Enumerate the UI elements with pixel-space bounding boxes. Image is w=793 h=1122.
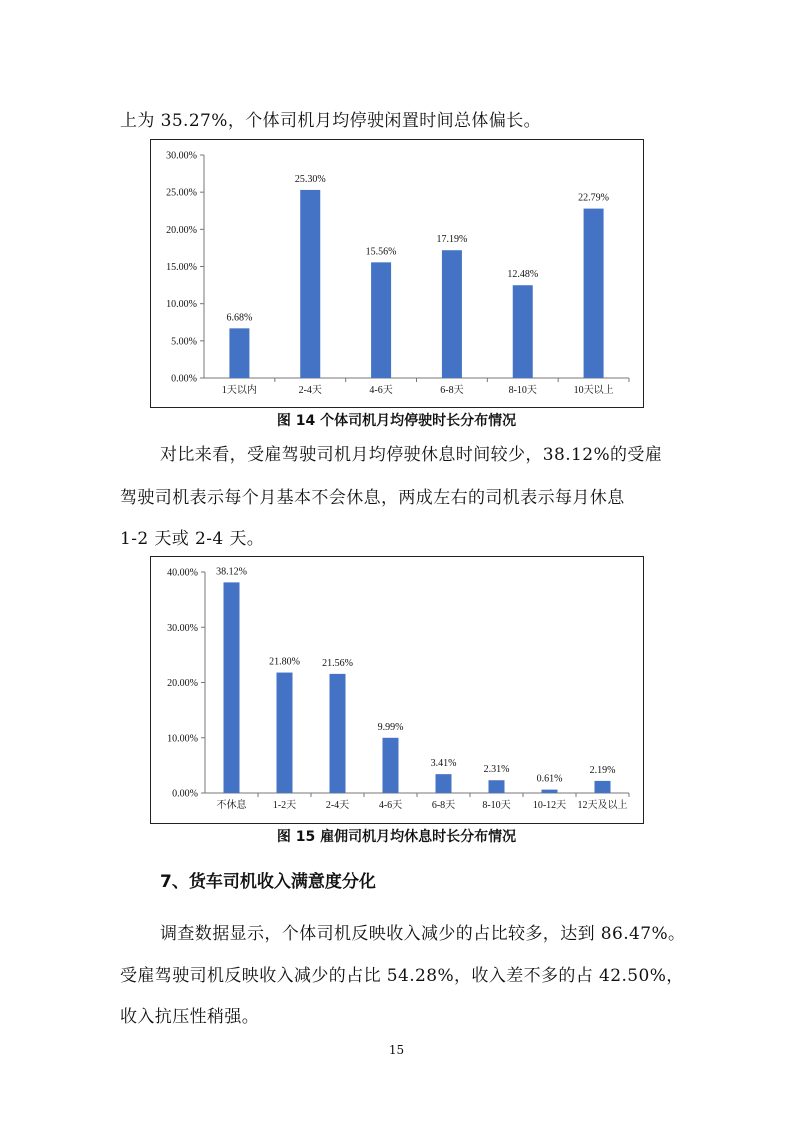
y-tick-label: 5.00% [171, 336, 197, 348]
x-tick-label: 10天以上 [573, 385, 614, 396]
chart-15 [151, 557, 643, 823]
y-tick-label: 20.00% [166, 224, 197, 236]
paragraph-bottom-2: 受雇驾驶司机反映收入减少的占比 54.28%，收入差不多的占 42.50%， [120, 966, 684, 986]
y-tick-label: 25.00% [166, 187, 197, 199]
y-tick-label: 10.00% [166, 299, 197, 311]
bar [383, 738, 399, 793]
bar [442, 250, 462, 378]
data-label: 22.79% [578, 192, 610, 204]
x-tick-label: 10-12天 [532, 800, 567, 811]
x-tick-label: 6-8天 [431, 800, 456, 811]
bar [300, 190, 320, 378]
data-label: 3.41% [430, 758, 457, 770]
x-tick-label: 12天及以上 [577, 800, 628, 811]
bar [330, 674, 346, 793]
x-tick-label: 2-4天 [298, 385, 322, 396]
bar [595, 781, 611, 793]
data-label: 15.56% [365, 246, 397, 258]
y-tick-label: 20.00% [167, 678, 198, 689]
data-label: 0.61% [536, 773, 563, 785]
bar [436, 774, 452, 793]
data-label: 21.56% [322, 657, 353, 669]
y-tick-label: 40.00% [167, 567, 198, 579]
y-tick-label: 0.00% [171, 373, 197, 385]
bar [224, 582, 240, 793]
x-tick-label: 1-2天 [272, 800, 297, 811]
data-label: 9.99% [377, 721, 404, 733]
x-tick-label: 2-4天 [325, 800, 350, 811]
y-tick-label: 15.00% [166, 262, 197, 273]
x-tick-label: 8-10天 [508, 385, 537, 396]
figure-14-caption: 图 14 个体司机月均停驶时长分布情况 [276, 413, 517, 429]
y-tick-label: 30.00% [167, 622, 198, 634]
data-label: 12.48% [507, 269, 539, 281]
bar [542, 790, 558, 793]
x-tick-label: 6-8天 [440, 385, 464, 396]
x-tick-label: 4-6天 [369, 385, 393, 396]
paragraph-mid-1: 对比来看，受雇驾驶司机月均停驶休息时间较少，38.12%的受雇 [160, 445, 663, 465]
bar [489, 780, 505, 793]
x-tick-label: 1天以内 [221, 385, 257, 396]
data-label: 6.68% [226, 312, 253, 324]
paragraph-bottom-3: 收入抗压性稍强。 [120, 1007, 260, 1027]
page-number: 15 [388, 1043, 405, 1057]
y-tick-label: 10.00% [167, 733, 198, 745]
section-heading: 7、货车司机收入满意度分化 [160, 872, 376, 892]
paragraph-mid-3: 1-2 天或 2-4 天。 [120, 529, 265, 549]
data-label: 21.80% [269, 656, 300, 668]
paragraph-bottom-1: 调查数据显示，个体司机反映收入减少的占比较多，达到 86.47%。 [160, 924, 686, 944]
data-label: 38.12% [216, 566, 247, 578]
bar [371, 262, 391, 378]
bar [584, 209, 604, 378]
figure-15-caption: 图 15 雇佣司机月均休息时长分布情况 [276, 829, 517, 845]
y-tick-label: 30.00% [166, 150, 197, 162]
paragraph-top: 上为 35.27%，个体司机月均停驶闲置时间总体偏长。 [120, 111, 542, 131]
x-tick-label: 4-6天 [378, 800, 403, 811]
bar [277, 673, 293, 793]
bar [513, 285, 533, 378]
chart-15-frame [150, 556, 644, 824]
bar [229, 328, 249, 378]
x-tick-label: 8-10天 [482, 800, 511, 811]
data-label: 2.19% [589, 764, 616, 776]
data-label: 2.31% [483, 764, 510, 776]
y-tick-label: 0.00% [172, 788, 198, 800]
chart-14-frame [150, 139, 644, 408]
data-label: 17.19% [436, 234, 468, 246]
data-label: 25.30% [294, 173, 326, 185]
paragraph-mid-2: 驾驶司机表示每个月基本不会休息，两成左右的司机表示每月休息 [120, 488, 625, 508]
x-tick-label: 不休息 [216, 800, 247, 811]
chart-14 [151, 140, 643, 407]
